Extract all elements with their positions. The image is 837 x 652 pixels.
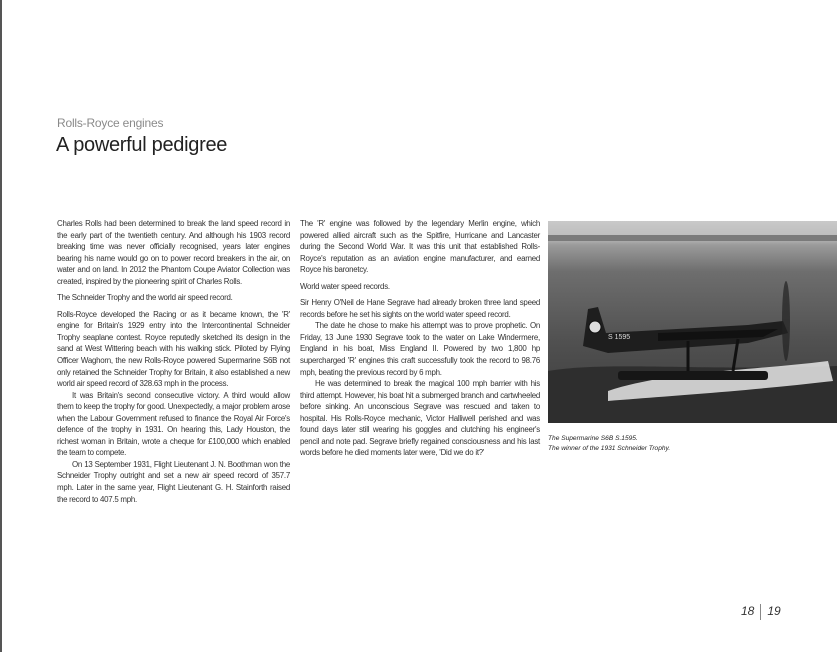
- float: [618, 371, 768, 380]
- seaplane-photo: [548, 221, 837, 423]
- section-kicker: Rolls-Royce engines: [57, 116, 164, 130]
- page-numbers: [741, 604, 781, 620]
- paragraph: It was Britain's second consecutive victory. A third would allow them to keep the trophy for good. Unexpectedly, a major problem arose when the Labour Government refused to finance the Royal Air Force's defence of the trophy in 1931. On hearing this, Lady Houston, the richest woman in Britain, wrote a cheque for £100,000 which enabled the team to compete.: [57, 390, 290, 458]
- subheading: World water speed records.: [300, 281, 390, 291]
- subheading: The Schneider Trophy and the world air speed record.: [57, 293, 233, 303]
- paragraph: The 'R' engine was followed by the legendary Merlin engine, which powered allied aircraft such as the Spitfire, Hurricane and Lancaster during the Second World War. It was this unit that established Rolls-Royce's reputation as an aviation engine manufacturer, and earned Royce his baronetcy.: [300, 219, 540, 275]
- paragraph: He was determined to break the magical 100 mph barrier with his third attempt. However, his boat hit a submerged branch and cartwheeled before sinking. An unconscious Segrave was rescued and taken to hospital. His Rolls-Royce mechanic, Victor Halliwell perished and was found days later still wearing his goggles and clutching his engineer's pencil and note pad. Segrave briefly regained consciousness and his last words before he died moments later were, 'Did we do it?': [300, 379, 540, 458]
- paragraph: Sir Henry O'Neil de Hane Segrave had already broken three land speed records before he set his sights on the world water speed record.: [300, 298, 540, 319]
- caption-line: The Supermarine S6B S.1595.: [548, 435, 638, 442]
- propeller: [782, 281, 790, 361]
- paragraph: The date he chose to make his attempt was to prove prophetic. On Friday, 13 June 1930 Segrave took to the water on Lake Windermere, England in his boat, Miss England II. Powered by two 1,800 hp supercharged 'R' engines this craft successfully took the record to 98.76 mph, beating the previous record by 6 mph.: [300, 321, 540, 377]
- distant-shoreline: [548, 235, 837, 241]
- text-column-2: [300, 218, 540, 459]
- paragraph: On 13 September 1931, Flight Lieutenant J. N. Boothman won the Schneider Trophy outright and set a new air speed record of 357.7 mph. Later in the same year, Flight Lieutenant G. H. Stainforth raised the record to 407.5 mph.: [57, 459, 290, 504]
- page-number-left: 18: [741, 604, 755, 619]
- fuselage-marking: S 1595: [608, 334, 631, 341]
- photo-caption: [548, 434, 670, 453]
- text-column-1: [57, 218, 290, 505]
- paragraph: Rolls-Royce developed the Racing or as it became known, the 'R' engine for Britain's 1929 entry into the Intercontinental Schneider Trophy seaplane contest. Royce reputedly sketched its design in the sand at West Wittering beach with his walking stick. Piloted by Flying Officer Waghorn, the new Rolls-Royce powered Supermarine S6B not only retained the Schneider Trophy for Britain, it also established a new world air speed record of 328.63 mph in the process.: [57, 309, 290, 389]
- paragraph: Charles Rolls had been determined to break the land speed record in the early part of the twentieth century. And although his 1903 record breaking time was never officially recognised, years later engines bearing his name would go on to power record breakers in the air, on water and on land. In 2012 the Phantom Coupe Aviator Collection was created, inspired by the pioneering spirit of Charles Rolls.: [57, 219, 290, 286]
- caption-line: The winner of the 1931 Schneider Trophy.: [548, 444, 671, 452]
- page-number-right: 19: [767, 604, 781, 619]
- page-title: A powerful pedigree: [56, 134, 228, 156]
- page-spine-line: [0, 0, 2, 652]
- seaplane-illustration: [548, 221, 837, 423]
- page-divider: [760, 604, 761, 620]
- roundel: [589, 321, 601, 333]
